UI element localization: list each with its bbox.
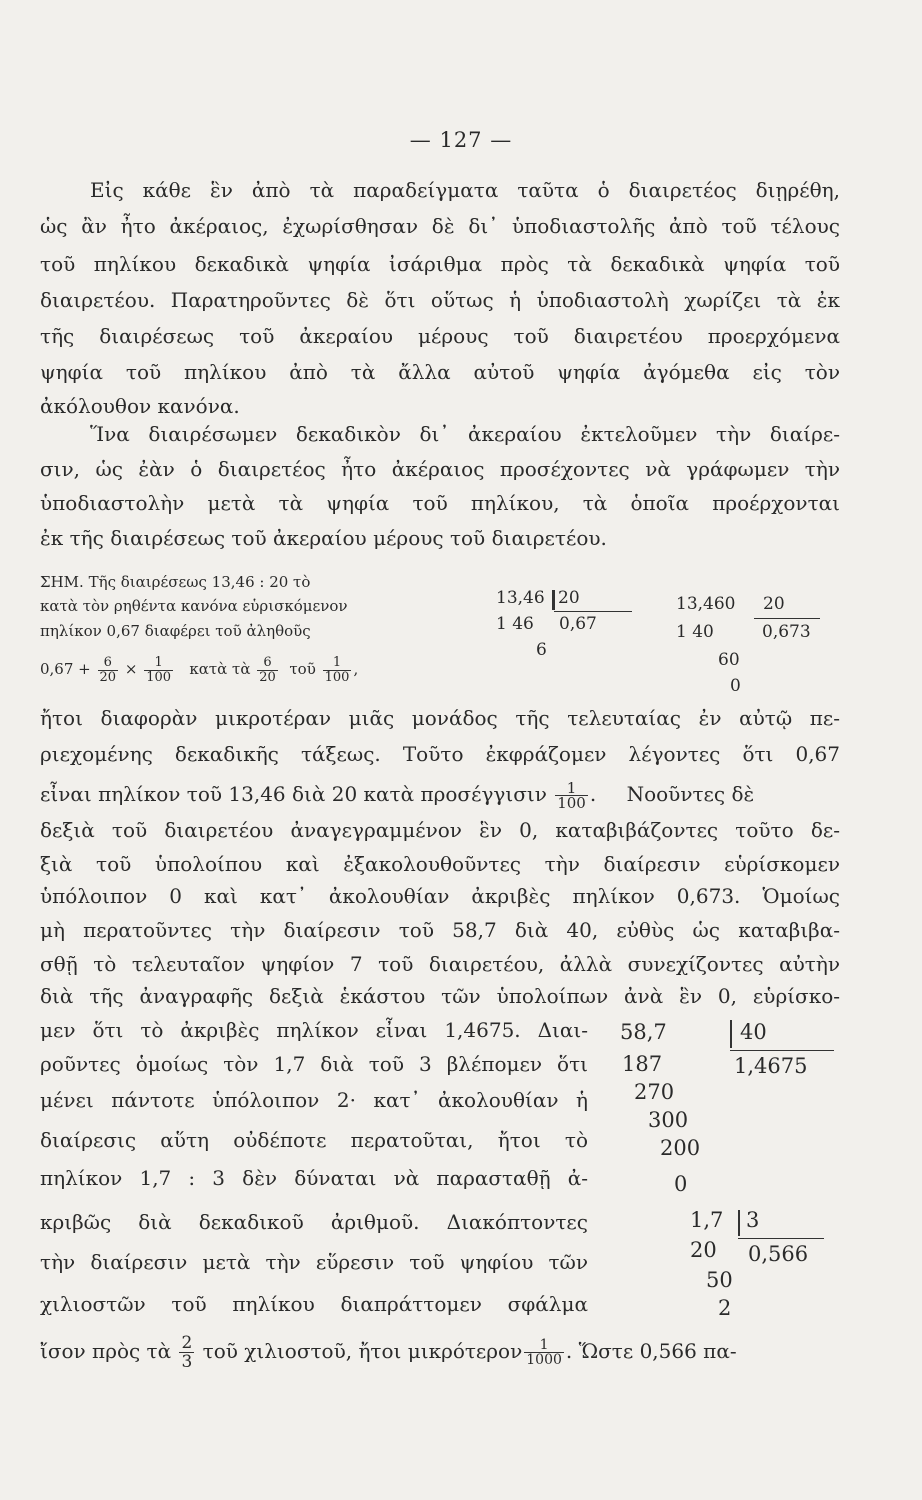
div1-step: 1 46 [496,614,534,634]
division-bar [738,1210,740,1236]
note-formula-text: κατὰ τὰ [189,660,251,678]
fraction [524,1338,564,1367]
denominator: 100 [324,669,350,685]
text-line: ὑπόλοιπον 0 καὶ κατ᾽ ἀκολουθίαν ἀκριβὲς πηλίκον 0,673. Ὁμοίως [40,884,840,908]
division-rule [730,1050,834,1051]
div3-dividend: 58,7 [620,1020,667,1044]
div4-remainder: 20 [690,1238,717,1262]
division-bar [552,590,555,610]
text-line: μένει πάντοτε ὑπόλοιπον 2· κατ᾽ ἀκολουθίαν ἡ [40,1088,588,1112]
div2-step: 1 40 [676,622,714,642]
fraction [179,1334,194,1371]
text-line: κριβῶς διὰ δεκαδικοῦ ἀριθμοῦ. Διακόπτοντες [40,1210,588,1234]
div2-dividend: 13,460 [676,594,736,614]
division-rule [754,618,820,619]
text-line: ἴσον πρὸς τὰ $\frac{2}{3}$ τοῦ χιλιοστοῦ, ἤτοι μικρότερον $\frac{1}{1000}$ . Ὥστε 0,566 πα- [40,1333,737,1372]
numerator: 2 [181,1333,193,1353]
numerator: 1 [524,1338,564,1353]
text-line: διαιρετέου. Παρατηροῦντες δὲ ὅτι οὕτως ἡ ὑποδιαστολὴ χωρίζει τὰ ἐκ [40,288,840,312]
text-span: εἶναι πηλίκον τοῦ 13,46 διὰ 20 κατὰ προσέγγισιν [40,782,547,806]
text-line: διὰ τῆς ἀναγραφῆς δεξιὰ ἑκάστου τῶν ὑπολοίπων ἀνὰ ἓν 0, εὑρίσκο- [40,984,840,1008]
numerator: 1 [555,781,588,796]
div1-remainder: 6 [536,640,547,660]
division-rule [738,1238,824,1239]
text-span: ἴσον πρὸς τὰ [40,1339,172,1363]
denominator: 20 [99,669,117,685]
div1-quotient: 0,67 [559,614,597,634]
note-formula-text: τοῦ [289,660,316,678]
numerator: 6 [98,656,119,671]
text-line: ψηφία τοῦ πηλίκου ἀπὸ τὰ ἄλλα αὐτοῦ ψηφία ἀγόμεθα εἰς τὸν [40,360,840,384]
text-line: ἐκ τῆς διαιρέσεως τοῦ ἀκεραίου μέρους τοῦ διαιρετέου. [40,526,607,550]
text-line: δεξιὰ τοῦ διαιρετέου ἀναγεγραμμένον ἓν 0, καταβιβάζοντες τοῦτο δε- [40,818,840,842]
fraction [555,781,588,810]
text-line: μὴ περατοῦντες τὴν διαίρεσιν τοῦ 58,7 διὰ 40, εὐθὺς ὡς καταβιβα- [40,918,840,942]
text-line: ξιὰ τοῦ ὑπολοίπου καὶ ἐξακολουθοῦντες τὴν διαίρεσιν εὑρίσκομεν [40,852,840,876]
page-number: — 127 — [409,128,513,152]
fraction [144,656,173,685]
fraction [98,656,119,685]
text-line: ροῦντες ὁμοίως τὸν 1,7 διὰ τοῦ 3 βλέπομεν ὅτι [40,1052,588,1076]
text-line: σιν, ὡς ἐὰν ὁ διαιρετέος ἦτο ἀκέραιος προσέχοντες νὰ γράφωμεν τὴν [40,457,840,481]
text-line: τοῦ πηλίκου δεκαδικὰ ψηφία ἰσάριθμα πρὸς τὰ δεκαδικὰ ψηφία τοῦ [40,252,840,276]
denominator: 20 [259,669,276,685]
div4-divisor: 3 [746,1208,760,1232]
text-span: τοῦ χιλιοστοῦ, ἤτοι μικρότερον [202,1339,523,1363]
text-line: πηλίκον 1,7 : 3 δὲν δύναται νὰ παρασταθῇ ἀ- [40,1166,588,1190]
div3-remainder: 0 [674,1172,688,1196]
div1-dividend: 13,46 [496,588,545,608]
div3-remainder: 187 [622,1052,663,1076]
div3-remainder: 200 [660,1136,701,1160]
div4-dividend: 1,7 [690,1208,724,1232]
text-line: εἶναι πηλίκον τοῦ 13,46 διὰ 20 κατὰ προσέγγισιν $\frac{1}{100}$ . Νοοῦντες δὲ [40,779,755,812]
div3-quotient: 1,4675 [734,1054,808,1078]
note-line: ΣΗΜ. Τῆς διαιρέσεως 13,46 : 20 τὸ [40,573,311,591]
text-line: τὴν διαίρεσιν μετὰ τὴν εὕρεσιν τοῦ ψηφίου τῶν [40,1250,588,1274]
times-sign: × [124,660,138,678]
text-line: ριεχομένης δεκαδικῆς τάξεως. Τοῦτο ἐκφράζομεν λέγοντες ὅτι 0,67 [40,742,840,766]
division-rule [554,611,632,612]
text-line: ὑποδιαστολὴν μετὰ τὰ ψηφία τοῦ πηλίκου, τὰ ὁποῖα προέρχονται [40,491,840,515]
text-line: ὡς ἂν ἦτο ἀκέραιος, ἐχωρίσθησαν δὲ δι᾽ ὑποδιαστολῆς ἀπὸ τοῦ τέλους [40,214,840,238]
note-formula [40,655,358,685]
div2-remainder: 0 [730,676,741,696]
text-line: ἤτοι διαφορὰν μικροτέραν μιᾶς μονάδος τῆς τελευταίας ἐν αὐτῷ πε- [40,706,840,730]
div4-remainder: 2 [718,1296,732,1320]
denominator: 100 [146,669,172,685]
text-line: μεν ὅτι τὸ ἀκριβὲς πηλίκον εἶναι 1,4675. Διαι- [40,1018,588,1042]
denominator: 3 [181,1352,193,1372]
note-line: κατὰ τὸν ρηθέντα κανόνα εὑρισκόμενον [40,597,348,615]
text-line: χιλιοστῶν τοῦ πηλίκου διαπράττομεν σφάλμα [40,1292,588,1316]
text-line: τῆς διαιρέσεως τοῦ ἀκεραίου μέρους τοῦ διαιρετέου προερχόμενα [40,324,840,348]
denominator: 100 [557,794,586,812]
text-line: Ἵνα διαιρέσωμεν δεκαδικὸν δι᾽ ἀκεραίου ἐκτελοῦμεν τὴν διαίρε- [90,422,840,446]
text-line: διαίρεσις αὕτη οὐδέποτε περατοῦται, ἤτοι τὸ [40,1128,588,1152]
fraction [323,656,352,685]
text-line: σθῇ τὸ τελευταῖον ψηφίον 7 τοῦ διαιρετέου, ἀλλὰ συνεχίζοντες αὐτὴν [40,952,840,976]
numerator: 1 [144,656,173,671]
fraction [257,656,278,685]
text-line: ἀκόλουθον κανόνα. [40,394,240,418]
note-formula-text: 0,67 + [40,660,91,678]
div1-divisor: 20 [558,588,580,608]
text-line: Εἰς κάθε ἓν ἀπὸ τὰ παραδείγματα ταῦτα ὁ διαιρετέος διῃρέθη, [90,178,840,202]
division-bar [730,1020,732,1048]
div3-remainder: 270 [634,1080,675,1104]
comma: , [353,660,359,678]
numerator: 6 [257,656,278,671]
denominator: 1000 [526,1352,562,1368]
text-span: Νοοῦντες δὲ [626,782,755,806]
div4-quotient: 0,566 [748,1242,809,1266]
numerator: 1 [323,656,352,671]
note-line: πηλίκον 0,67 διαφέρει τοῦ ἀληθοῦς [40,622,311,640]
div3-divisor: 40 [740,1020,767,1044]
text-span: Ὥστε 0,566 πα- [578,1339,737,1363]
div2-divisor: 20 [763,594,785,614]
div2-quotient: 0,673 [762,622,811,642]
div2-step: 60 [718,650,740,670]
div4-remainder: 50 [706,1268,733,1292]
div3-remainder: 300 [648,1108,689,1132]
